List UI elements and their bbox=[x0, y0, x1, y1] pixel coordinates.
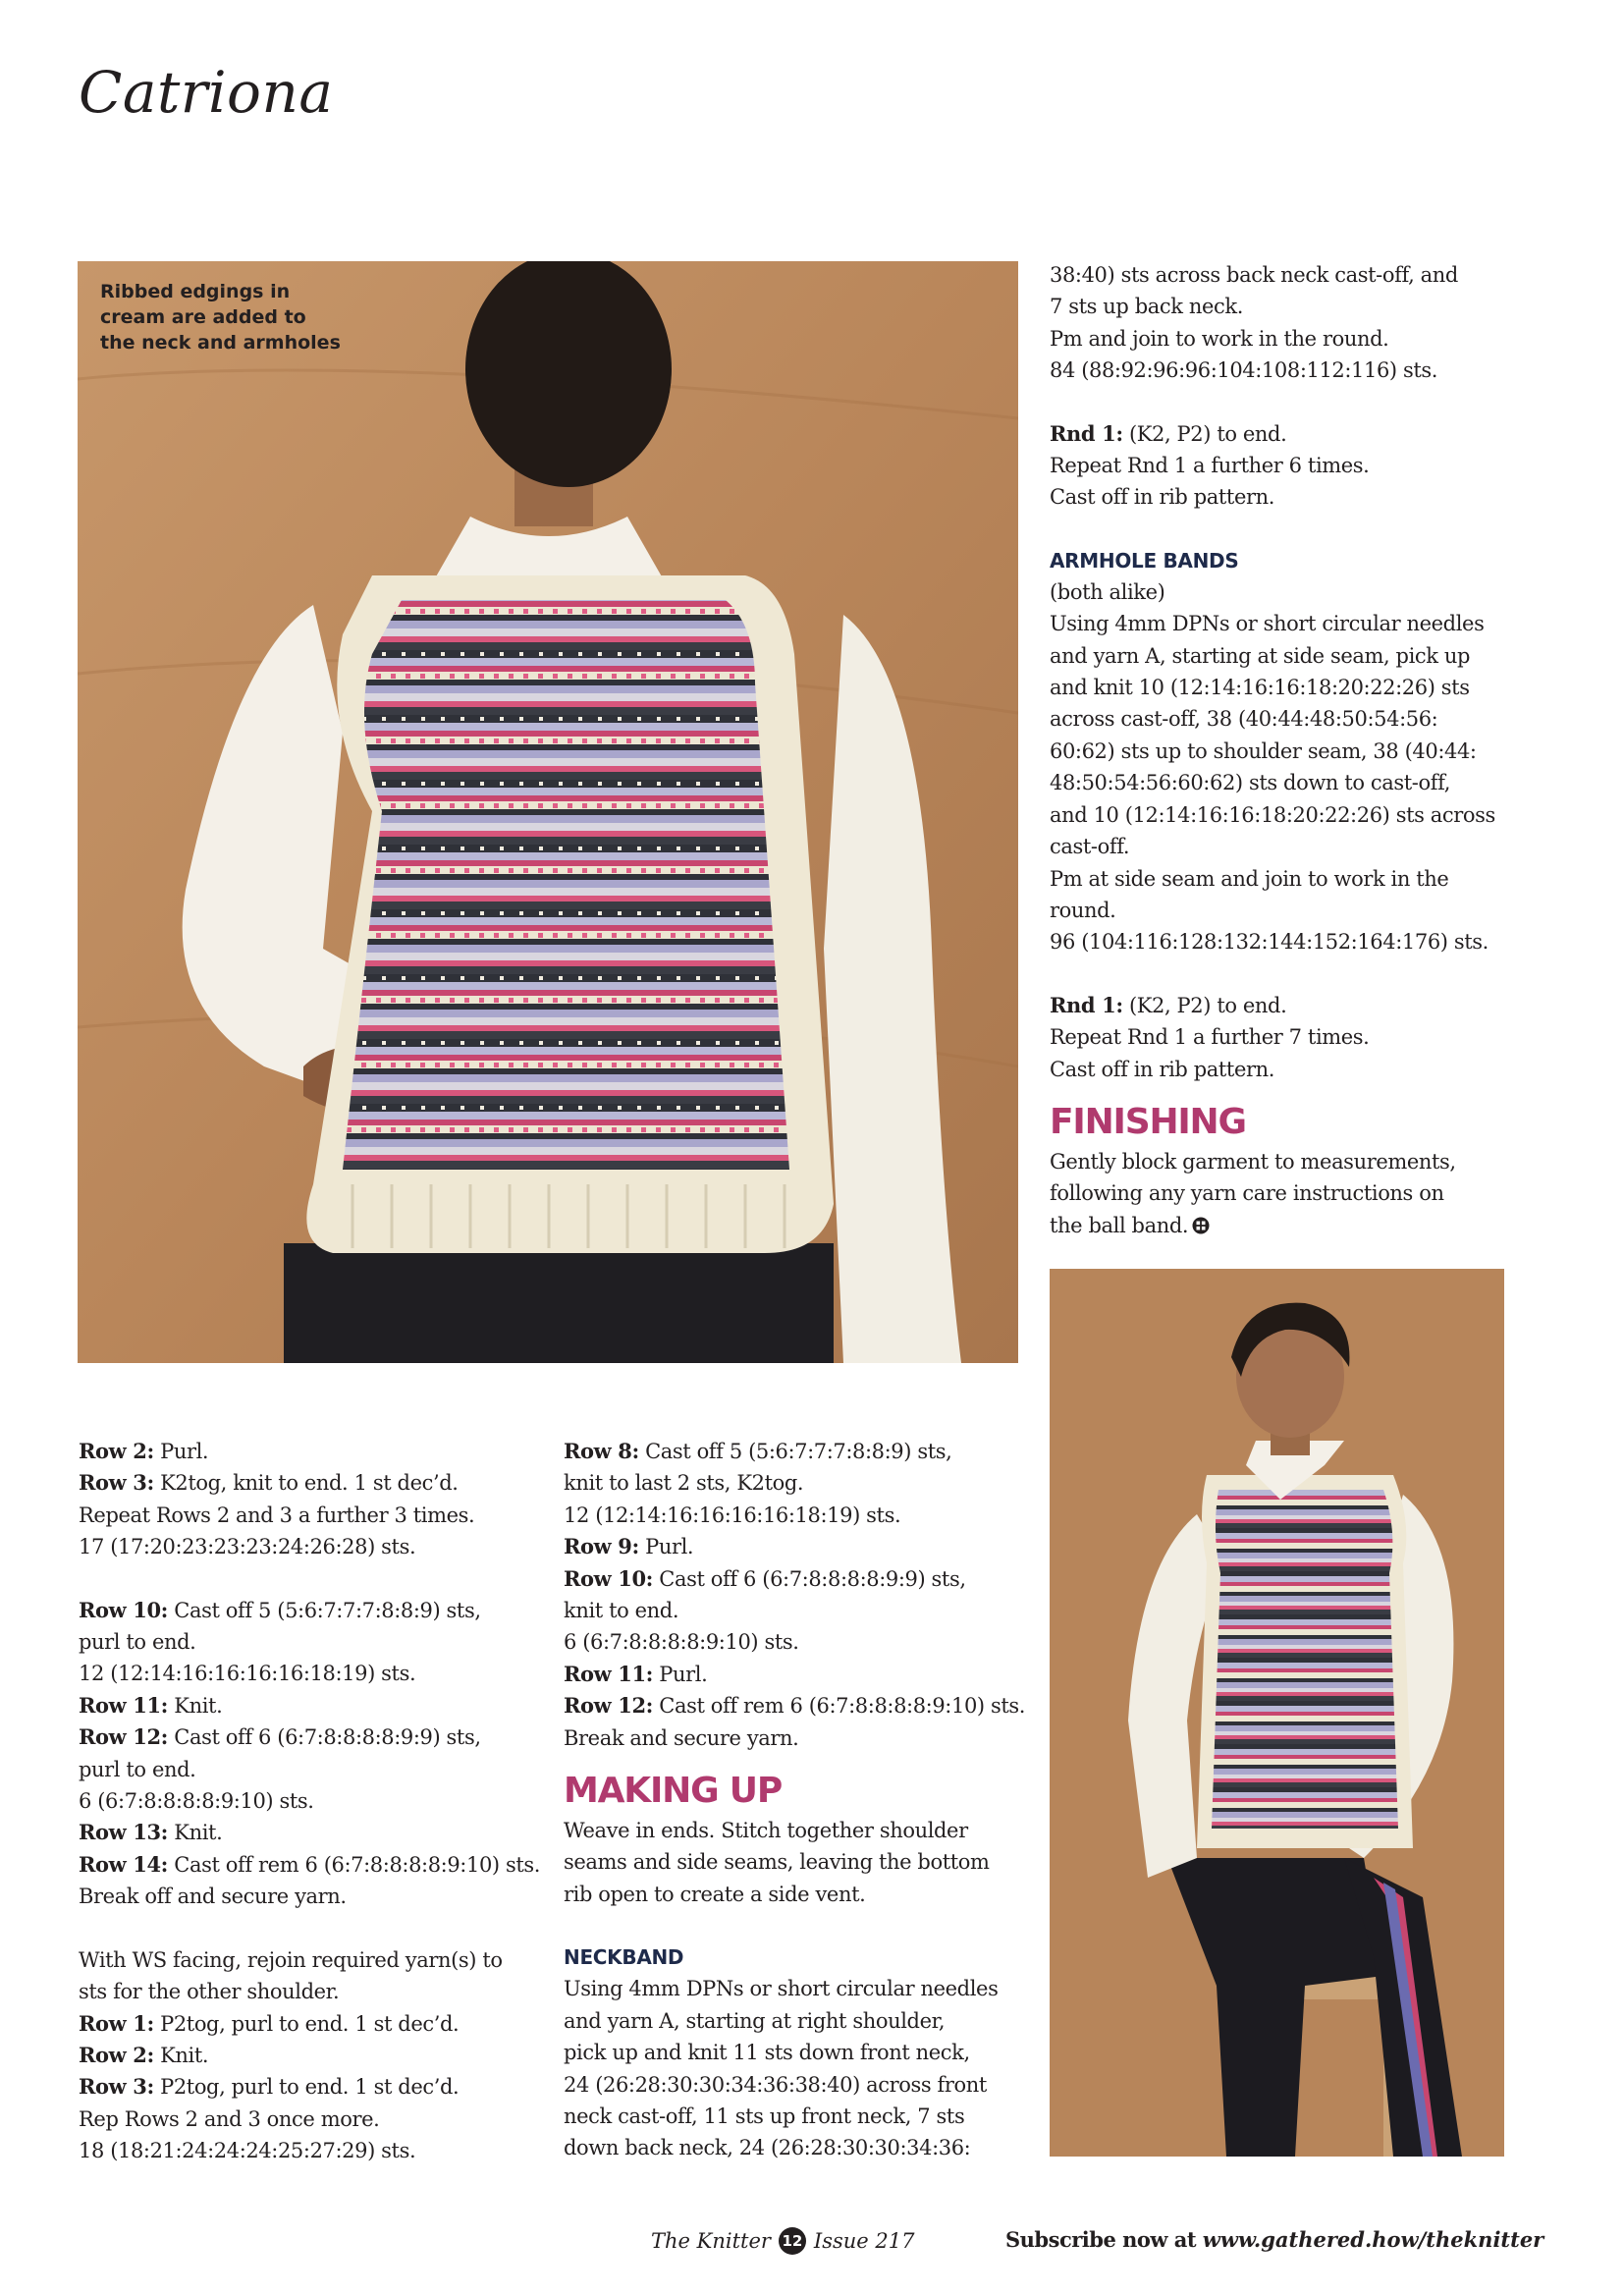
instruction-line bbox=[1050, 863, 1521, 895]
row-text: Cast off 5 (5:6:7:7:7:8:8:9) sts, bbox=[168, 1598, 481, 1622]
magazine-name: The Knitter bbox=[651, 2229, 771, 2253]
row-text: Cast off in rib pattern. bbox=[1050, 1057, 1275, 1081]
row-text: and knit 10 (12:14:16:16:18:20:22:26) sts bbox=[1050, 676, 1470, 700]
row-label: Row 13: bbox=[79, 1820, 169, 1845]
making-up-line: seams and side seams, leaving the bottom bbox=[564, 1850, 990, 1875]
instruction-line bbox=[79, 1721, 540, 1753]
instruction-line bbox=[1050, 640, 1521, 672]
instruction-line bbox=[79, 1531, 540, 1562]
row-text: 12 (12:14:16:16:16:16:18:19) sts. bbox=[79, 1662, 416, 1686]
row-text: Pm at side seam and join to work in the bbox=[1050, 866, 1449, 891]
row-label: Row 10: bbox=[79, 1597, 169, 1622]
row-text: cast-off. bbox=[1050, 835, 1130, 859]
page-number-badge: 12 bbox=[779, 2227, 806, 2255]
finishing-line: Gently block garment to measurements, bbox=[1050, 1149, 1456, 1174]
neckband-line: pick up and knit 11 sts down front neck, bbox=[564, 2041, 970, 2065]
instruction-line bbox=[564, 1690, 1025, 1721]
row-text: Rep Rows 2 and 3 once more. bbox=[79, 2106, 380, 2131]
instruction-line bbox=[1050, 895, 1521, 926]
row-text: Pm and join to work in the round. bbox=[1050, 326, 1389, 351]
left-column-instructions bbox=[79, 1436, 540, 2167]
making-up-heading: MAKING UP bbox=[564, 1771, 783, 1812]
instruction-line bbox=[1050, 576, 1521, 608]
row-text: Cast off in rib pattern. bbox=[1050, 485, 1275, 510]
making-up-line: Weave in ends. Stitch together shoulder bbox=[564, 1819, 968, 1843]
row-text: 18 (18:21:24:24:24:25:27:29) sts. bbox=[79, 2139, 416, 2163]
row-label: Row 2: bbox=[79, 2042, 154, 2067]
right-column bbox=[1050, 259, 1521, 1241]
instruction-line bbox=[1050, 926, 1521, 957]
footer-issue bbox=[651, 2227, 914, 2255]
instruction-line bbox=[79, 1817, 540, 1848]
row-label: Row 3: bbox=[79, 2074, 154, 2100]
row-label: Row 3: bbox=[79, 1470, 154, 1496]
instruction-line bbox=[79, 2071, 540, 2103]
row-text: (K2, P2) to end. bbox=[1122, 993, 1287, 1017]
row-text: 6 (6:7:8:8:8:8:9:10) sts. bbox=[79, 1789, 314, 1814]
neckband-line: 24 (26:28:30:30:34:36:38:40) across front bbox=[564, 2072, 987, 2097]
instruction-line bbox=[79, 1849, 540, 1881]
instruction-line bbox=[564, 1563, 1025, 1595]
row-text: Knit. bbox=[153, 2043, 209, 2067]
row-text: Repeat Rnd 1 a further 6 times. bbox=[1050, 454, 1370, 478]
instruction-line bbox=[1050, 259, 1521, 291]
subscribe-text: Subscribe now at bbox=[1005, 2227, 1197, 2252]
instruction-line bbox=[564, 1500, 1025, 1531]
row-text: P2tog, purl to end. 1 st dec’d. bbox=[153, 2011, 460, 2036]
instruction-line bbox=[79, 2104, 540, 2135]
row-label: Row 14: bbox=[79, 1851, 169, 1877]
row-text: 17 (17:20:23:23:23:24:26:28) sts. bbox=[79, 1535, 416, 1559]
instruction-line bbox=[564, 1626, 1025, 1658]
main-photo-illustration bbox=[78, 261, 1018, 1363]
finishing-line: following any yarn care instructions on bbox=[1050, 1181, 1444, 1206]
neckband-heading: NECKBAND bbox=[564, 1945, 684, 1970]
row-label: Row 11: bbox=[564, 1661, 654, 1686]
row-text: With WS facing, rejoin required yarn(s) to bbox=[79, 1947, 503, 1972]
row-text: purl to end. bbox=[79, 1630, 196, 1655]
seated-photo-illustration bbox=[1050, 1269, 1504, 2157]
instruction-line bbox=[1050, 418, 1521, 450]
end-of-pattern-icon bbox=[1192, 1217, 1210, 1234]
row-text: Cast off rem 6 (6:7:8:8:8:8:9:10) sts. bbox=[653, 1694, 1026, 1719]
instruction-line bbox=[1050, 1021, 1521, 1053]
instruction-line bbox=[1050, 323, 1521, 355]
instruction-line bbox=[1050, 450, 1521, 481]
neckband-line: down back neck, 24 (26:28:30:30:34:36: bbox=[564, 2136, 971, 2160]
instruction-line bbox=[79, 2040, 540, 2071]
row-text: Using 4mm DPNs or short circular needles bbox=[1050, 612, 1485, 636]
finishing-heading: FINISHING bbox=[1050, 1101, 1246, 1142]
instruction-line bbox=[1050, 672, 1521, 703]
row-label: Row 12: bbox=[564, 1693, 654, 1719]
photo-caption bbox=[100, 279, 355, 355]
row-label: Row 10: bbox=[564, 1565, 654, 1591]
photo-caption-line: Ribbed edgings in bbox=[100, 281, 291, 302]
neckband-continued bbox=[1050, 259, 1521, 514]
row-text: Repeat Rows 2 and 3 a further 3 times. bbox=[79, 1503, 475, 1527]
row-text: purl to end. bbox=[79, 1757, 196, 1781]
row-text: Purl. bbox=[638, 1535, 694, 1559]
issue-number: Issue 217 bbox=[813, 2229, 915, 2253]
neckband-line: Using 4mm DPNs or short circular needles bbox=[564, 1977, 999, 2001]
row-text: 6 (6:7:8:8:8:8:9:10) sts. bbox=[564, 1630, 799, 1655]
subscribe-link[interactable]: www.gathered.how/theknitter bbox=[1202, 2227, 1544, 2252]
row-text: knit to last 2 sts, K2tog. bbox=[564, 1471, 804, 1496]
row-text: Cast off 6 (6:7:8:8:8:8:9:9) sts, bbox=[168, 1725, 481, 1750]
row-text: K2tog, knit to end. 1 st dec’d. bbox=[153, 1471, 459, 1496]
instruction-line bbox=[79, 1881, 540, 1912]
instruction-line bbox=[1050, 608, 1521, 639]
row-label: Row 11: bbox=[79, 1692, 169, 1718]
instruction-line bbox=[1050, 703, 1521, 735]
row-label: Row 2: bbox=[79, 1439, 154, 1463]
row-text: 96 (104:116:128:132:144:152:164:176) sts. bbox=[1050, 930, 1489, 955]
instruction-line bbox=[79, 1785, 540, 1817]
row-text: 38:40) sts across back neck cast-off, and bbox=[1050, 263, 1458, 287]
row-text: 60:62) sts up to shoulder seam, 38 (40:44: bbox=[1050, 738, 1477, 763]
row-text: Cast off 5 (5:6:7:7:7:8:8:9) sts, bbox=[638, 1440, 952, 1463]
instruction-line bbox=[564, 1659, 1025, 1690]
instruction-line bbox=[79, 1754, 540, 1785]
armhole-bands-instructions bbox=[1050, 576, 1521, 1085]
footer-subscribe bbox=[1005, 2227, 1543, 2252]
instruction-line bbox=[564, 1595, 1025, 1626]
row-text: 84 (88:92:96:96:104:108:112:116) sts. bbox=[1050, 358, 1438, 383]
row-text: P2tog, purl to end. 1 st dec’d. bbox=[153, 2075, 460, 2100]
row-text: Knit. bbox=[168, 1821, 223, 1845]
row-label: Row 8: bbox=[564, 1439, 639, 1463]
instruction-line bbox=[79, 1944, 540, 1976]
instruction-line bbox=[1050, 736, 1521, 767]
instruction-line bbox=[1050, 767, 1521, 798]
back-shoulder-instructions bbox=[564, 1436, 1025, 1754]
instruction-line bbox=[564, 1722, 1025, 1754]
row-text: 48:50:54:56:60:62) sts down to cast-off, bbox=[1050, 771, 1450, 795]
main-photo-back-view bbox=[78, 261, 1018, 1363]
row-text: Cast off 6 (6:7:8:8:8:8:9:9) sts, bbox=[653, 1566, 966, 1591]
instruction-line bbox=[79, 1500, 540, 1531]
neckband-line: neck cast-off, 11 sts up front neck, 7 sts bbox=[564, 2104, 965, 2128]
photo-caption-line: the neck and armholes bbox=[100, 332, 341, 354]
instruction-line bbox=[79, 1658, 540, 1689]
neckband-line: and yarn A, starting at right shoulder, bbox=[564, 2008, 946, 2033]
page-title: Catriona bbox=[79, 59, 334, 126]
instruction-line bbox=[79, 1467, 540, 1499]
row-label: Row 12: bbox=[79, 1724, 169, 1750]
row-text: 12 (12:14:16:16:16:16:18:19) sts. bbox=[564, 1503, 901, 1527]
row-text: Break off and secure yarn. bbox=[79, 1885, 347, 1909]
instruction-line bbox=[79, 1436, 540, 1467]
row-text: knit to end. bbox=[564, 1599, 679, 1623]
row-text: Purl. bbox=[153, 1440, 209, 1463]
instruction-line bbox=[1050, 990, 1521, 1021]
instruction-line bbox=[1050, 799, 1521, 831]
row-text: (K2, P2) to end. bbox=[1122, 421, 1287, 446]
instruction-line bbox=[79, 1976, 540, 2007]
instruction-line bbox=[79, 1690, 540, 1721]
photo-caption-line: cream are added to bbox=[100, 306, 306, 328]
finishing-line: the ball band. bbox=[1050, 1210, 1521, 1241]
instruction-line bbox=[79, 2135, 540, 2166]
instruction-line bbox=[564, 1531, 1025, 1562]
row-text: round. bbox=[1050, 898, 1116, 922]
instruction-line bbox=[1050, 1054, 1521, 1085]
row-label: Row 9: bbox=[564, 1534, 639, 1559]
instruction-line bbox=[1050, 355, 1521, 386]
row-text: Break and secure yarn. bbox=[564, 1725, 799, 1750]
row-label: Row 1: bbox=[79, 2010, 154, 2036]
armhole-bands-heading: ARMHOLE BANDS bbox=[1050, 548, 1239, 573]
row-text: and yarn A, starting at side seam, pick up bbox=[1050, 643, 1471, 668]
instruction-line bbox=[79, 1626, 540, 1658]
instruction-line bbox=[79, 2008, 540, 2040]
instruction-line bbox=[1050, 481, 1521, 513]
row-label: Rnd 1: bbox=[1050, 420, 1123, 446]
row-text: across cast-off, 38 (40:44:48:50:54:56: bbox=[1050, 707, 1438, 732]
row-text: sts for the other shoulder. bbox=[79, 1980, 340, 2004]
middle-column bbox=[564, 1436, 1025, 2164]
row-text: 7 sts up back neck. bbox=[1050, 295, 1243, 319]
seated-model-photo bbox=[1050, 1269, 1504, 2157]
row-label: Rnd 1: bbox=[1050, 992, 1123, 1017]
instruction-line bbox=[1050, 291, 1521, 322]
row-text: Repeat Rnd 1 a further 7 times. bbox=[1050, 1025, 1370, 1050]
row-text: (both alike) bbox=[1050, 579, 1165, 604]
instruction-line bbox=[564, 1436, 1025, 1467]
row-text: Cast off rem 6 (6:7:8:8:8:8:9:10) sts. bbox=[168, 1852, 541, 1877]
row-text: Knit. bbox=[168, 1693, 223, 1718]
instruction-line bbox=[79, 1595, 540, 1626]
row-text: and 10 (12:14:16:16:18:20:22:26) sts across bbox=[1050, 802, 1495, 827]
instruction-line bbox=[1050, 831, 1521, 862]
making-up-line: rib open to create a side vent. bbox=[564, 1882, 866, 1906]
instruction-line bbox=[564, 1467, 1025, 1499]
row-text: Purl. bbox=[653, 1662, 708, 1686]
